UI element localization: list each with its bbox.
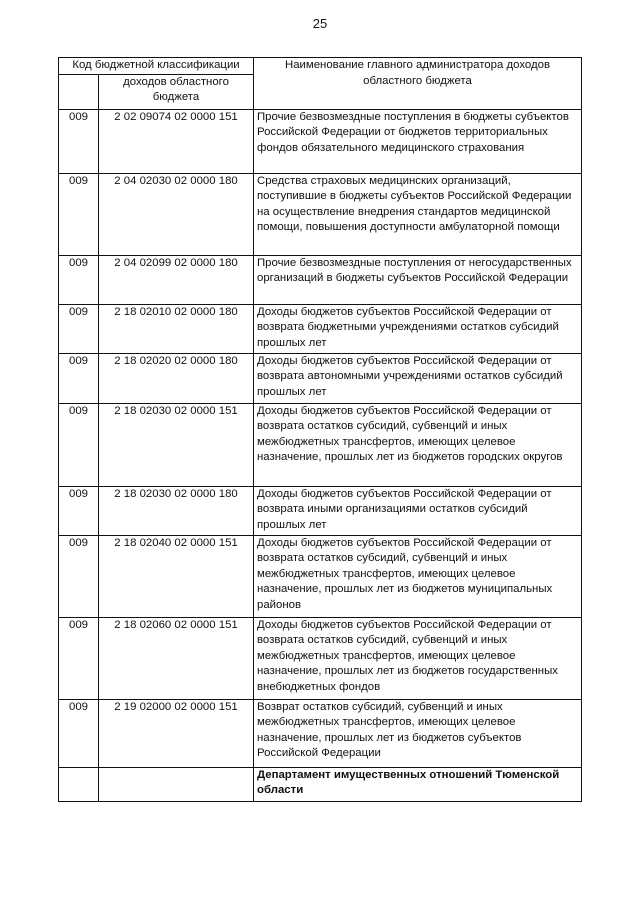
budget-code-cell: 2 18 02020 02 0000 180 xyxy=(99,353,254,403)
income-name-cell: Доходы бюджетов субъектов Российской Федерации от возврата остатков субсидий, субвенций и иных межбюджетных трансфертов, имеющих целевое назначение, прошлых лет из бюджетов городских округов xyxy=(254,403,582,486)
table-row xyxy=(59,109,582,173)
budget-code-cell: 2 18 02040 02 0000 151 xyxy=(99,535,254,617)
budget-code-cell: 2 19 02000 02 0000 151 xyxy=(99,699,254,767)
admin-code-cell: 009 xyxy=(59,699,99,767)
income-name-cell: Доходы бюджетов субъектов Российской Федерации от возврата остатков субсидий, субвенций и иных межбюджетных трансфертов, имеющих целевое назначение, прошлых лет из бюджетов государственных внебюджетных фондов xyxy=(254,617,582,699)
income-name-cell: Доходы бюджетов субъектов Российской Федерации от возврата остатков субсидий, субвенций и иных межбюджетных трансфертов, имеющих целевое назначение, прошлых лет из бюджетов муниципальных районов xyxy=(254,535,582,617)
table-row xyxy=(59,699,582,767)
income-name-cell: Возврат остатков субсидий, субвенций и иных межбюджетных трансфертов, имеющих целевое назначение, прошлых лет из бюджетов субъектов Российской Федерации xyxy=(254,699,582,767)
admin-code-cell: 009 xyxy=(59,403,99,486)
budget-classification-table xyxy=(58,57,582,802)
table-row xyxy=(59,617,582,699)
admin-code-cell xyxy=(59,767,99,801)
income-name-cell: Доходы бюджетов субъектов Российской Федерации от возврата автономными учреждениями остатков субсидий прошлых лет xyxy=(254,353,582,403)
admin-code-cell: 009 xyxy=(59,535,99,617)
table-row xyxy=(59,255,582,304)
budget-code-cell: 2 02 09074 02 0000 151 xyxy=(99,109,254,173)
header-admin-name: Наименование главного администратора доходов областного бюджета xyxy=(254,58,582,110)
admin-code-cell: 009 xyxy=(59,353,99,403)
budget-code-cell: 2 18 02060 02 0000 151 xyxy=(99,617,254,699)
admin-code-cell: 009 xyxy=(59,617,99,699)
table-row xyxy=(59,353,582,403)
income-name-cell: Прочие безвозмездные поступления от негосударственных организаций в бюджеты субъектов Российской Федерации xyxy=(254,255,582,304)
header-income-code: доходов областного бюджета xyxy=(99,74,254,109)
table-row-department xyxy=(59,767,582,801)
table-row xyxy=(59,304,582,353)
header-code-group: Код бюджетной классификации xyxy=(59,58,254,75)
table-row xyxy=(59,486,582,535)
income-name-cell: Доходы бюджетов субъектов Российской Федерации от возврата иными организациями остатков субсидий прошлых лет xyxy=(254,486,582,535)
admin-code-cell: 009 xyxy=(59,255,99,304)
admin-code-cell: 009 xyxy=(59,173,99,255)
department-name-cell: Департамент имущественных отношений Тюменской области xyxy=(254,767,582,801)
budget-code-cell: 2 04 02099 02 0000 180 xyxy=(99,255,254,304)
admin-code-cell: 009 xyxy=(59,304,99,353)
income-name-cell: Прочие безвозмездные поступления в бюджеты субъектов Российской Федерации от бюджетов территориальных фондов обязательного медицинского страхования xyxy=(254,109,582,173)
admin-code-cell: 009 xyxy=(59,109,99,173)
page-number: 25 xyxy=(312,16,328,31)
budget-code-cell: 2 18 02030 02 0000 151 xyxy=(99,403,254,486)
table-row xyxy=(59,173,582,255)
budget-code-cell: 2 18 02030 02 0000 180 xyxy=(99,486,254,535)
income-name-cell: Средства страховых медицинских организаций, поступившие в бюджеты субъектов Российской Федерации на осуществление внедрения стандартов медицинской помощи, повышения доступности амбулаторной помощи xyxy=(254,173,582,255)
table-row xyxy=(59,535,582,617)
income-name-cell: Доходы бюджетов субъектов Российской Федерации от возврата бюджетными учреждениями остатков субсидий прошлых лет xyxy=(254,304,582,353)
admin-code-cell: 009 xyxy=(59,486,99,535)
header-admin-blank xyxy=(59,74,99,109)
budget-code-cell: 2 04 02030 02 0000 180 xyxy=(99,173,254,255)
budget-code-cell: 2 18 02010 02 0000 180 xyxy=(99,304,254,353)
table-row xyxy=(59,403,582,486)
budget-code-cell xyxy=(99,767,254,801)
